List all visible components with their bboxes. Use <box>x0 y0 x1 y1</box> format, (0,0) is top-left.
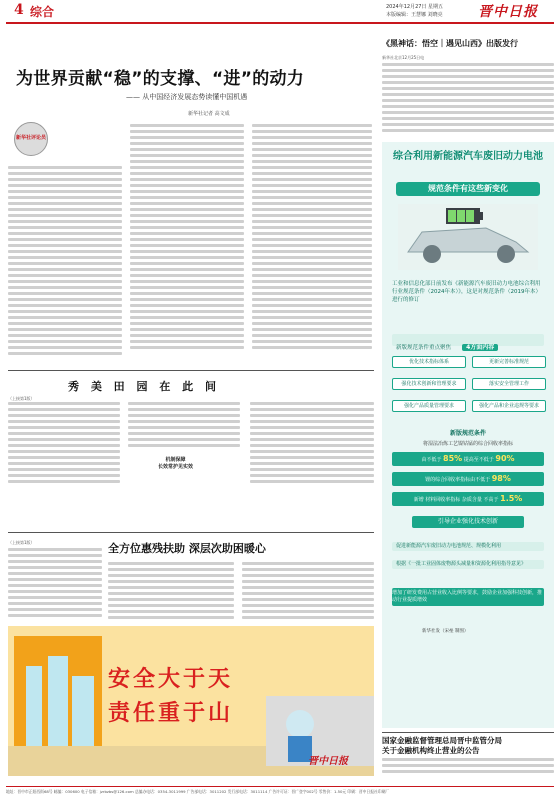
ev-intro: 工业和信息化部日前发布《新能源汽车废旧动力电池综合利用行业规范条件（2024年本）》，这是对规范条件（2019年本）进行的修订 <box>392 281 541 303</box>
ev-infographic <box>382 142 554 728</box>
main-article-col-3 <box>252 124 372 366</box>
ev-item-3: 强化技术创新和管理要求 <box>392 378 466 390</box>
ev-section1-label: 新版规范条件重点聚焦 <box>396 345 452 351</box>
main-article <box>8 30 376 370</box>
poster-line-2: 责任重于山 <box>108 700 234 726</box>
ev-item-6: 强化产品和企业违规等要求 <box>472 400 546 412</box>
story-1 <box>8 374 374 494</box>
ev-rate3d: 不高于 <box>483 497 499 503</box>
story-1-col-1 <box>8 402 120 492</box>
story-1-signature: 机制保障 长效常护见实效 <box>158 457 194 470</box>
main-article-subtitle: —— 从中国经济发展态势读懂中国机遇 <box>126 93 248 101</box>
ev-rate-row-1 <box>392 452 544 466</box>
masthead-logo: 晋中日报 <box>478 4 538 20</box>
ev-item-4: 落实安全管理工作 <box>472 378 546 390</box>
poster-logo: 晋中日报 <box>308 756 348 767</box>
ev-rate-row-2 <box>392 472 544 486</box>
ev-rate1a: 由不低于 <box>421 457 442 463</box>
page-number: 4 <box>14 2 24 18</box>
story-1-col-2 <box>128 402 240 452</box>
issue-date: 2024年12月27日 星期五 <box>386 4 444 10</box>
divider-2 <box>8 532 374 533</box>
ev-title: 综合利用新能源汽车废旧动力电池 <box>393 151 543 162</box>
ev-rate1c: 提高至不低于 <box>463 457 494 463</box>
notice-body <box>382 758 554 776</box>
ev-note-3: 增加了研发费用占营业收入比例等要求，鼓励企业加强科技创新，推动行业提质增效 <box>392 588 544 606</box>
story-2-col-2 <box>108 562 234 624</box>
ev-bottom-button: 引导企业强化技术创新 <box>412 516 524 528</box>
main-article-byline: 新华社记者 高文成 <box>188 111 230 117</box>
ev-note-1: 促进新能源汽车废旧动力电池规范、规模化利用 <box>392 542 544 551</box>
right-top-body <box>382 63 554 133</box>
right-top-dateline: 新华社北京12月25日电 <box>382 55 425 60</box>
ev-rate3b: 材料回收率指标 <box>425 497 461 503</box>
divider-1 <box>8 370 374 371</box>
page-header <box>0 0 560 22</box>
story-1-title: 秀 美 田 园 在 此 间 <box>68 380 220 393</box>
story-1-col-3 <box>250 402 374 492</box>
main-article-title: 为世界贡献“稳”的支撑、“进”的动力 <box>16 69 305 89</box>
ev-rate1d: 90% <box>495 454 515 463</box>
ev-credit: 新华社发（宋垒 制图） <box>422 629 469 634</box>
ev-section1-badge: 4方面内容 <box>462 344 498 351</box>
right-top-title: 《黑神话：悟空｜遇见山西》出版发行 <box>382 39 518 48</box>
story-2-col-3 <box>242 562 374 624</box>
ev-car-illustration <box>396 202 540 272</box>
footer <box>6 786 554 799</box>
commentary-badge <box>14 122 48 156</box>
story-2-col-1 <box>8 548 102 624</box>
page-editor: 本版编辑：王慧娜 刘晓亮 <box>386 12 443 18</box>
right-top-article <box>382 30 554 142</box>
main-article-col-2 <box>130 124 244 366</box>
story-2-title: 全方位惠残扶助 深层次助困暖心 <box>108 542 266 555</box>
ev-item-2: 更新完善标准规范 <box>472 356 546 368</box>
safety-poster <box>8 626 374 776</box>
ev-rate1b: 85% <box>443 454 463 463</box>
poster-line-1: 安全大于天 <box>108 666 234 692</box>
section-name: 综合 <box>30 5 55 19</box>
ev-rate2b: 98% <box>491 474 511 483</box>
commentary-badge-label: 新华社评论员 <box>15 135 46 141</box>
ev-section2-label: 新版规范条件 <box>449 430 486 437</box>
story-2 <box>8 534 374 624</box>
main-article-col-1 <box>8 166 122 366</box>
story-2-source: （上接第1版） <box>8 540 35 545</box>
ev-rate-row-3 <box>392 492 544 506</box>
ev-subtitle-bar <box>396 182 540 196</box>
ev-rate3a: 新增 <box>413 497 424 503</box>
ev-subtitle: 规范条件有这些新变化 <box>428 184 508 193</box>
bank-notice <box>382 732 554 779</box>
ev-rate2a: 锂的综合回收率指标由不低于 <box>425 477 491 483</box>
ev-section1-header <box>392 334 544 351</box>
story-1-source: （上接第1版） <box>8 396 35 401</box>
ev-rate3e: 1.5% <box>500 494 523 503</box>
ev-item-5: 强化产品质量管理要求 <box>392 400 466 412</box>
notice-title: 国家金融监督管理总局晋中监管分局 关于金融机构终止营业的公告 <box>382 736 502 755</box>
ev-note-2: 根据《一批工业固体废物源头减量和资源化利用指导意见》 <box>392 560 544 569</box>
footer-text: 地址：晋中市正阳西街68号 邮编：030600 电子信箱：jzrbzbs@126.com 总编办电话：0354-3011999 广告部电话：3011202 发行部电话：3011114 广告许可证：晋广登字002号 零售价：1.50元 印刷：晋中日报社印刷厂 <box>6 789 390 794</box>
ev-rate3c: 杂质含量 <box>461 497 482 503</box>
car-battery-icon <box>396 202 540 272</box>
header-rule <box>6 22 554 24</box>
ev-sub2: 将湿法冶炼工艺镍钴锰的综合回收率指标 <box>422 441 513 447</box>
ev-item-1: 优化技术指标体系 <box>392 356 466 368</box>
